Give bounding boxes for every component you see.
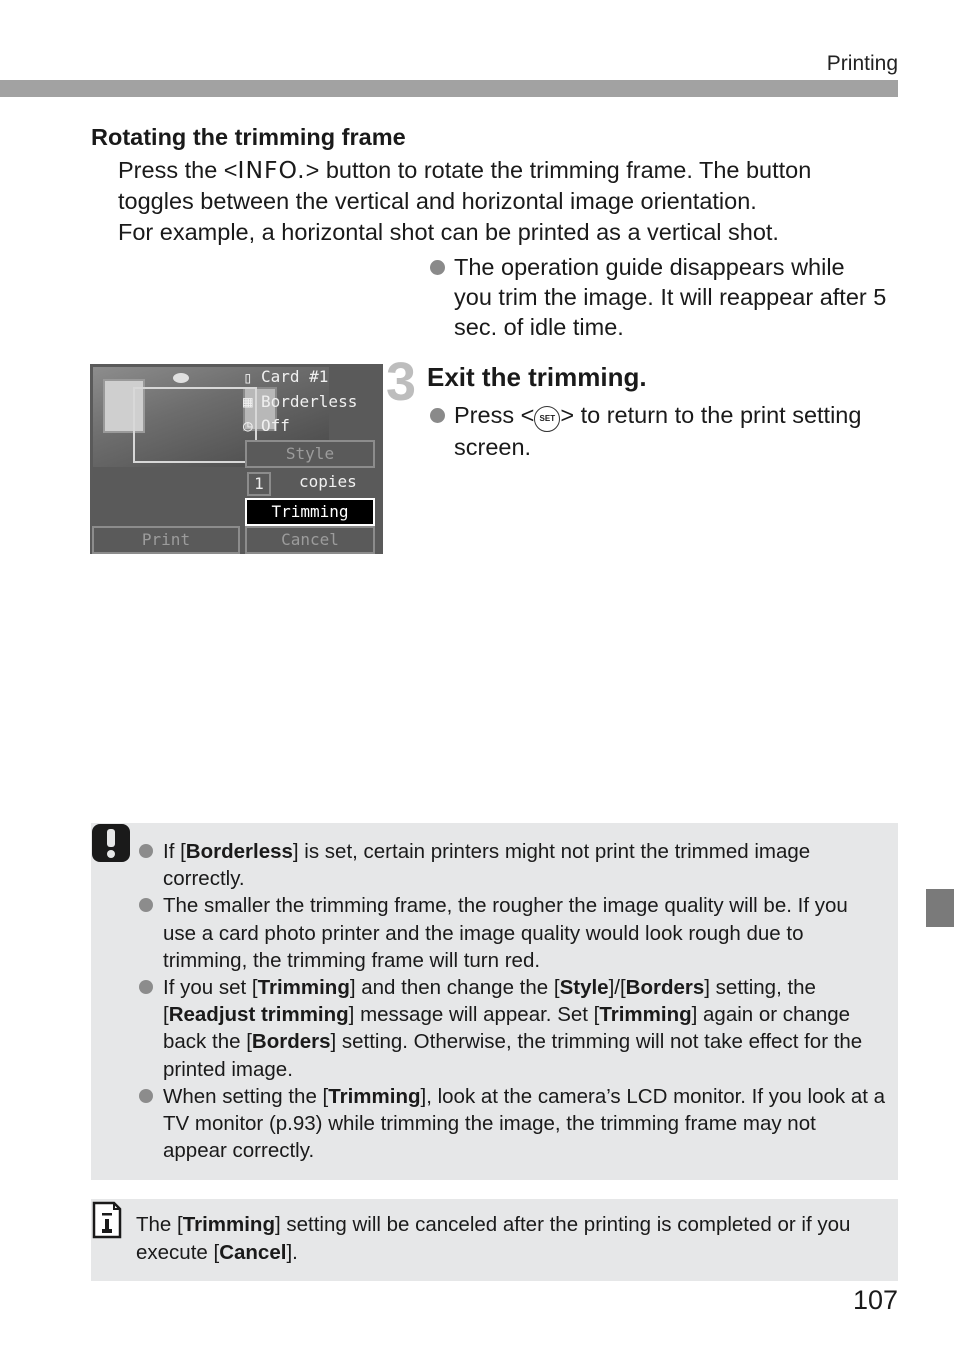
- lcd-cancel-button[interactable]: Cancel: [245, 526, 375, 554]
- caution-item: [137, 974, 885, 1083]
- body-text: For example, a horizontal shot can be printed as a vertical shot.: [118, 219, 779, 245]
- card-icon: ▯: [243, 368, 253, 387]
- caution-icon: [92, 824, 130, 862]
- item-text: ], look at the camera’s LCD monitor. If you look at a TV monitor (p.93) while trimming the image, the trimming frame may not appear correctly.: [163, 1084, 886, 1163]
- memo-segment: ].: [286, 1241, 298, 1264]
- caution-item: [137, 1083, 885, 1165]
- running-header: Printing: [826, 52, 898, 75]
- item-text: ]/[: [608, 976, 626, 1000]
- memo-segment: The [: [136, 1213, 183, 1236]
- body-text: > button to rotate the trimming frame. The button toggles between the vertical and horizontal image orientation.: [118, 157, 812, 214]
- caution-item: [137, 892, 885, 974]
- photo-lamp: [173, 373, 189, 383]
- item-bold: Trimming: [328, 1084, 421, 1108]
- lcd-screenshot: [90, 364, 383, 554]
- lcd-copies-count[interactable]: 1: [247, 472, 271, 496]
- step-instructions: [428, 400, 888, 462]
- item-text: If you set [: [163, 976, 258, 1000]
- item-text: ] setting, the [: [163, 976, 816, 1027]
- step-title: Exit the trimming.: [427, 362, 647, 392]
- bullet-text: Press <: [454, 402, 535, 428]
- memo-bold: Trimming: [182, 1213, 275, 1236]
- body-text: Press the <: [118, 157, 238, 183]
- lcd-print-button[interactable]: Print: [92, 526, 240, 554]
- item-bold: Borderless: [185, 840, 293, 863]
- lcd-card: Card #1: [261, 367, 329, 386]
- item-text: ] again or change back the [: [163, 1003, 851, 1054]
- item-bold: Style: [559, 976, 609, 1000]
- item-bold: Borders: [251, 1030, 331, 1054]
- item-bold: Borders: [625, 976, 705, 1000]
- item-text: When setting the [: [163, 1084, 329, 1108]
- bullet-item: [428, 400, 888, 462]
- item-text: ] is set, certain printers might not print the trimmed image correctly.: [163, 840, 811, 891]
- memo-text: [136, 1211, 881, 1267]
- memo-icon: [92, 1201, 122, 1239]
- lcd-copies-label: copies: [299, 472, 357, 491]
- item-text: ] setting. Otherwise, the trimming will not take effect for the printed image.: [163, 1030, 863, 1081]
- info-button-label: INFO.: [237, 156, 306, 184]
- bullet-item: The operation guide disappears while you trim the image. It will reappear after 5 sec. of idle time.: [428, 252, 888, 342]
- set-button-icon: SET: [534, 406, 560, 432]
- memo-bold: Cancel: [219, 1241, 287, 1264]
- caution-box: [91, 823, 898, 1180]
- step-number: 3: [386, 352, 415, 412]
- section-heading: Rotating the trimming frame: [91, 124, 406, 150]
- memo-box: [91, 1199, 898, 1281]
- guide-note: [428, 252, 888, 342]
- border-icon: ▦: [243, 392, 253, 411]
- page-number: 107: [852, 1285, 898, 1315]
- item-text: If [: [163, 840, 186, 863]
- memo-segment: ] setting will be canceled after the printing is completed or if you execute [: [136, 1213, 851, 1264]
- item-bold: Readjust trimming: [168, 1003, 349, 1027]
- clock-icon: ◷: [243, 416, 253, 435]
- bullet-text: > to return to the print setting screen.: [454, 402, 862, 460]
- item-text: ] message will appear. Set [: [348, 1003, 600, 1027]
- lcd-borders: Borderless: [261, 392, 358, 411]
- item-bold: Trimming: [599, 1003, 692, 1027]
- header-rule: [0, 80, 898, 97]
- item-text: ] and then change the [: [349, 976, 560, 1000]
- lcd-trimming-button[interactable]: Trimming: [245, 498, 375, 526]
- item-bold: Trimming: [257, 976, 350, 1000]
- lcd-style-button[interactable]: Style: [245, 440, 375, 468]
- trimming-frame: [133, 387, 257, 463]
- caution-list: [137, 838, 885, 1164]
- caution-item: [137, 838, 885, 892]
- item-text: The smaller the trimming frame, the rougher the image quality will be. If you use a card photo printer and the image quality would look rough due to trimming, the trimming frame will turn red.: [163, 894, 848, 972]
- lcd-date: Off: [261, 416, 290, 435]
- section-body: [118, 155, 888, 248]
- chapter-tab: [926, 889, 954, 927]
